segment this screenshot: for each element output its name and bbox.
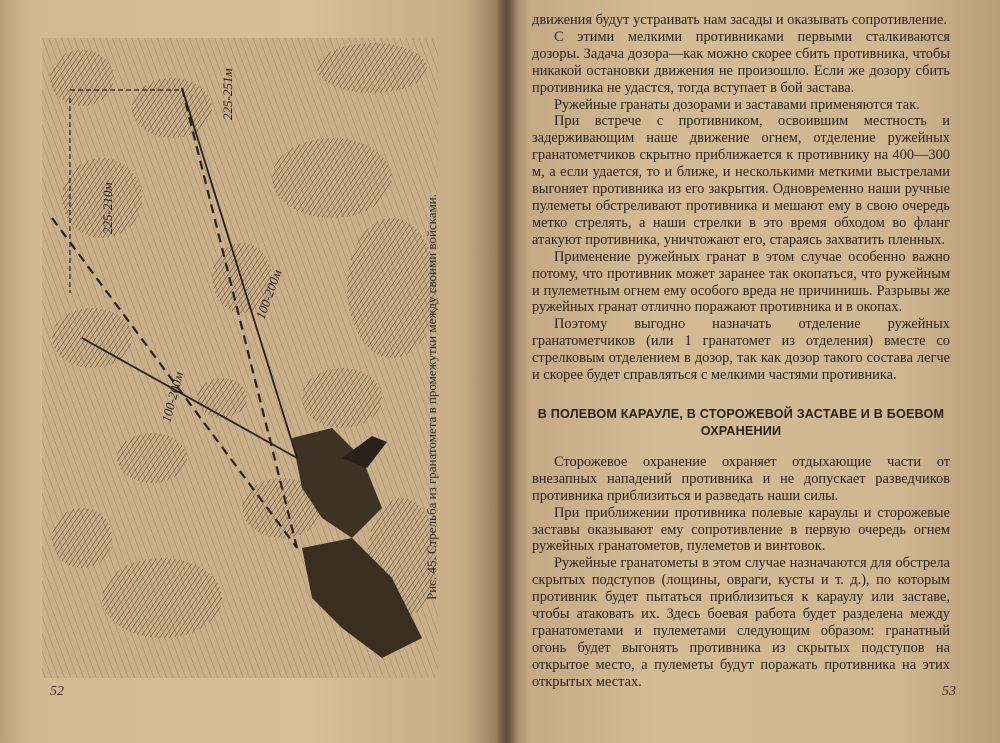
right-page-text	[532, 12, 950, 691]
paragraph: Ружейные гранатометы в этом случае назначаются для обстрела скрытых подступов (лощины, овраги, кусты и т. д.), по которым противник будет пытаться приблизиться к караулу или заставе, чтобы атаковать их. Здесь боевая работа будет разделена между гранатометами и пулеметами следующим образом: гранатный огонь будет выгонять противника из скрытых подступов на открытое место, а пулеметы будут поражать противника на этих открытых местах.	[532, 555, 950, 690]
page-number-right: 53	[942, 684, 956, 699]
paragraph: Ружейные гранаты дозорами и заставами применяются так.	[554, 96, 920, 113]
label-100-200-lower: 100-200м	[158, 370, 187, 424]
page-number-left: 52	[50, 684, 64, 699]
label-225-251: 225-251м	[220, 68, 235, 120]
paragraph: С этими мелкими противниками первыми сталкиваются дозоры. Задача дозора—как можно скорее сбить противника, чтобы никакой остановки движения не произошло. Если же дозору сбить противника не удастся, тогда вступает в бой застава.	[532, 28, 950, 96]
label-100-200-upper: 100-200м	[252, 267, 285, 322]
figure-caption: Рис. 45. Стрельба из гранатомета в промежутки между своими войсками.	[424, 193, 439, 600]
paragraph: движения будут устраивать нам засады и оказывать сопротивление.	[532, 12, 947, 28]
section-heading: В ПОЛЕВОМ КАРАУЛЕ, В СТОРОЖЕВОЙ ЗАСТАВЕ И В БОЕВОМ ОХРАНЕНИИ	[537, 406, 945, 438]
paragraph: Применение ружейных гранат в этом случае особенно важно потому, что противник может заранее так окопаться, что ружейным и пулеметным огнем ему особого вреда не причинишь. Разрывы же ружейных гранат отлично поражают противника и в окопах.	[532, 248, 950, 316]
label-225-210: 225-210м	[100, 182, 115, 234]
paragraph: При встрече с противником, освоившим местность и задерживающим наше движение огнем, отделение ружейных гранатометчиков скрытно приближается к противнику на 400—300 м, а если удается, то и ближе, и несколькими меткими выстрелами выгоняет противника из его закрытия. Одновременно наши ручные пулеметы обстреливают противника и мешают ему в свою очередь метко стрелять, а наши стрелки в это время обходом во фланг атакуют противника, уничтожают его, стараясь захватить пленных.	[532, 113, 950, 248]
sketch-svg	[42, 38, 438, 678]
paragraph: Сторожевое охранение охраняет отдыхающие части от внезапных нападений противника и не допускает разведчиков противника приблизиться и разведать наши силы.	[532, 453, 950, 504]
figure-illustration	[42, 38, 438, 678]
paragraph: При приближении противника полевые караулы и сторожевые заставы оказывают ему сопротивление в первую очередь огнем ружейных гранатометов, пулеметов и винтовок.	[532, 504, 950, 555]
book-gutter	[496, 0, 518, 743]
paragraph: Поэтому выгодно назначать отделение ружейных гранатометчиков (или 1 гранатомет из отделения) вместе со стрелковым отделением в дозор, так как дозор такого состава легче и скорее будет справляться с мелкими частями противника.	[532, 316, 950, 384]
